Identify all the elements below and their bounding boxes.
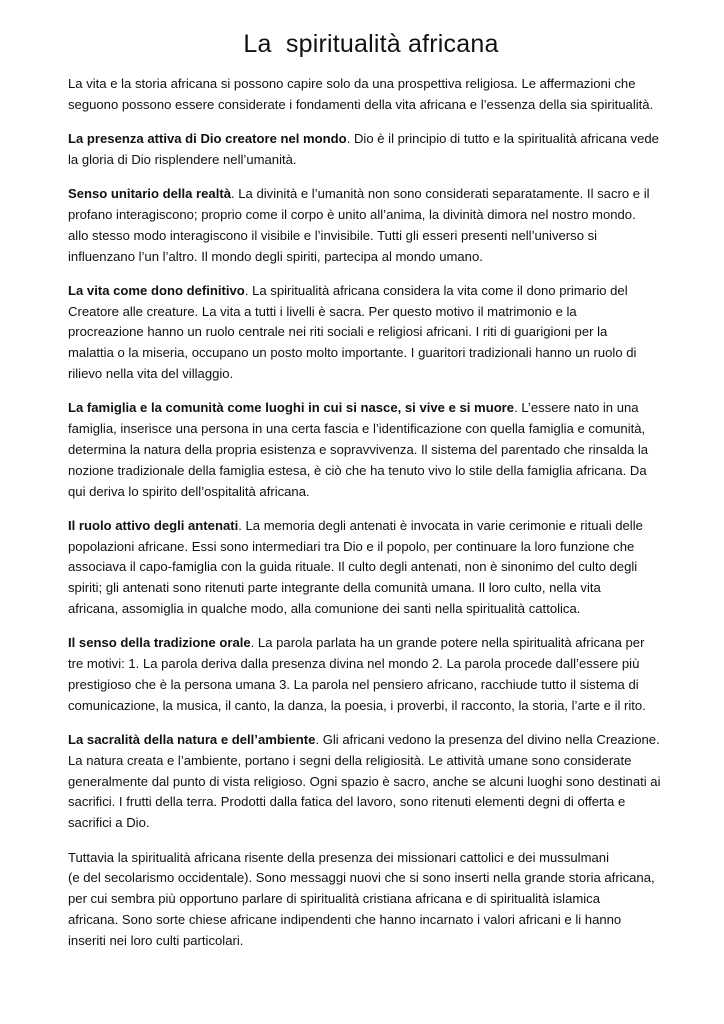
text-line: famiglia, inserisce una persona in una certa fascia e l’identificazione con quella famiglia e comunità, — [68, 421, 646, 437]
text-line: la gloria di Dio risplendere nell’umanità. — [68, 151, 297, 167]
paragraph-vita-come-dono — [68, 281, 674, 385]
text-line: per cui sembra più opportuno parlare di spiritualità cristiana africana e di spiritualità islamica — [68, 891, 601, 907]
text-line: procreazione hanno un ruolo centrale nei riti sociali e religiosi africani. I riti di guarigioni per la — [68, 324, 608, 340]
text-line: La natura creata e l’ambiente, portano i segni della religiosità. Le attività umane sono considerate — [68, 752, 632, 768]
section-heading: La sacralità della natura e dell’ambiente — [68, 732, 316, 748]
text-line: Creatore alle creature. La vita a tutti i livelli è sacra. Per questo motivo il matrimonio e la — [68, 303, 577, 319]
text-line: sacrifici a Dio. — [68, 815, 150, 831]
text-line: generalmente dal punto di vista religioso. Ogni spazio è sacro, anche se alcuni luoghi sono destinati ai — [68, 773, 661, 789]
text-line — [68, 129, 674, 150]
paragraph-senso-unitario — [68, 184, 674, 267]
text-line — [68, 516, 674, 537]
text-run: . La spiritualità africana considera la vita come il dono primario del — [244, 282, 628, 298]
text-line: rilievo nella vita del villaggio. — [68, 366, 234, 382]
section-heading: La vita come dono definitivo — [68, 282, 245, 298]
text-line: malattia o la miseria, occupano un posto molto importante. I guaritori tradizionali hanno un ruolo di — [68, 345, 637, 361]
text-run: . L’essere nato in una — [514, 400, 639, 416]
paragraph-sacralita-natura — [68, 730, 674, 834]
paragraph-famiglia-e-comunita — [68, 398, 674, 502]
text-line: profano interagiscono; proprio come il corpo è unito all’anima, la divinità dimora nel nostro mondo. — [68, 206, 636, 222]
text-run: . La divinità e l’umanità non sono considerati separatamente. Il sacro e il — [231, 186, 650, 202]
text-line: nozione tradizionale della famiglia estesa, è ciò che ha tenuto vivo lo stile della famiglia africana. Da — [68, 462, 647, 478]
text-line: spiriti; gli antenati sono ritenuti parte integrante della comunità umana. Il loro culto, nella vita — [68, 580, 601, 596]
section-heading: La famiglia e la comunità come luoghi in cui si nasce, si vive e si muore — [68, 400, 515, 416]
text-line: inseriti nei loro culti particolari. — [68, 932, 244, 948]
text-line — [68, 281, 674, 302]
section-heading: La presenza attiva di Dio creatore nel mondo — [68, 131, 347, 147]
text-line: seguono possono essere considerate i fondamenti della vita africana e l’essenza della sia spiritualità. — [68, 96, 654, 112]
text-line: qui deriva lo spirito dell’ospitalità africana. — [68, 483, 310, 499]
text-line: determina la natura della propria esistenza e sopravvivenza. Il sistema del parentado che rinsalda la — [68, 441, 649, 457]
text-line: popolazioni africane. Essi sono intermediari tra Dio e il popolo, per continuare la loro funzione che — [68, 538, 635, 554]
section-heading: Senso unitario della realtà — [68, 186, 231, 202]
text-line: allo stesso modo interagiscono il visibile e l’invisibile. Tutti gli esseri presenti nell’universo si — [68, 227, 598, 243]
paragraph-intro — [68, 74, 674, 116]
text-line: sacrifici. I frutti della terra. Prodotti dalla fatica del lavoro, sono ritenuti elementi degni di offerta e — [68, 794, 626, 810]
text-line — [68, 730, 674, 751]
text-line: La vita e la storia africana si possono capire solo da una prospettiva religiosa. Le affermazioni che — [68, 76, 636, 91]
section-heading: Il senso della tradizione orale — [68, 635, 251, 651]
paragraph-tradizione-orale — [68, 633, 674, 716]
text-run: . La memoria degli antenati è invocata in varie cerimonie e rituali delle — [238, 517, 643, 533]
paragraph-conclusione — [68, 848, 674, 952]
text-line: influenzano l’un l’altro. Il mondo degli spiriti, partecipa al mondo umano. — [68, 248, 483, 264]
text-line: africana, assomiglia in qualche modo, alla comunione dei santi nella spiritualità cattolica. — [68, 601, 581, 617]
text-line — [68, 184, 674, 205]
text-line: Tuttavia la spiritualità africana risente della presenza dei missionari cattolici e dei mussulmani — [68, 849, 609, 865]
document-title: La spiritualità africana — [243, 30, 499, 58]
text-run: . La parola parlata ha un grande potere nella spiritualità africana per — [250, 635, 645, 651]
text-line: tre motivi: 1. La parola deriva dalla presenza divina nel mondo 2. La parola procede dall’essere più — [68, 656, 640, 672]
section-heading: Il ruolo attivo degli antenati — [68, 517, 239, 533]
text-run: . Gli africani vedono la presenza del divino nella Creazione. — [315, 732, 660, 748]
text-line — [68, 633, 674, 654]
text-line: africana. Sono sorte chiese africane indipendenti che hanno incarnato i valori africani e li hanno — [68, 911, 622, 927]
text-line — [68, 398, 674, 419]
text-run: . Dio è il principio di tutto e la spiritualità africana vede — [346, 131, 659, 147]
text-line: (e del secolarismo occidentale). Sono messaggi nuovi che si sono inserti nella grande storia africana, — [68, 870, 655, 886]
text-line: comunicazione, la musica, il canto, la danza, la poesia, i proverbi, il racconto, la storia, l’arte e il rito. — [68, 697, 646, 713]
paragraph-ruolo-antenati — [68, 516, 674, 620]
text-line: prestigioso che è la persona umana 3. La parola nel pensiero africano, racchiude tutto il sistema di — [68, 676, 639, 692]
text-line: associava il capo-famiglia con la guida rituale. Il culto degli antenati, non è sinonimo del culto degli — [68, 559, 638, 575]
paragraph-presenza-di-dio — [68, 129, 674, 171]
document-page — [68, 26, 674, 965]
